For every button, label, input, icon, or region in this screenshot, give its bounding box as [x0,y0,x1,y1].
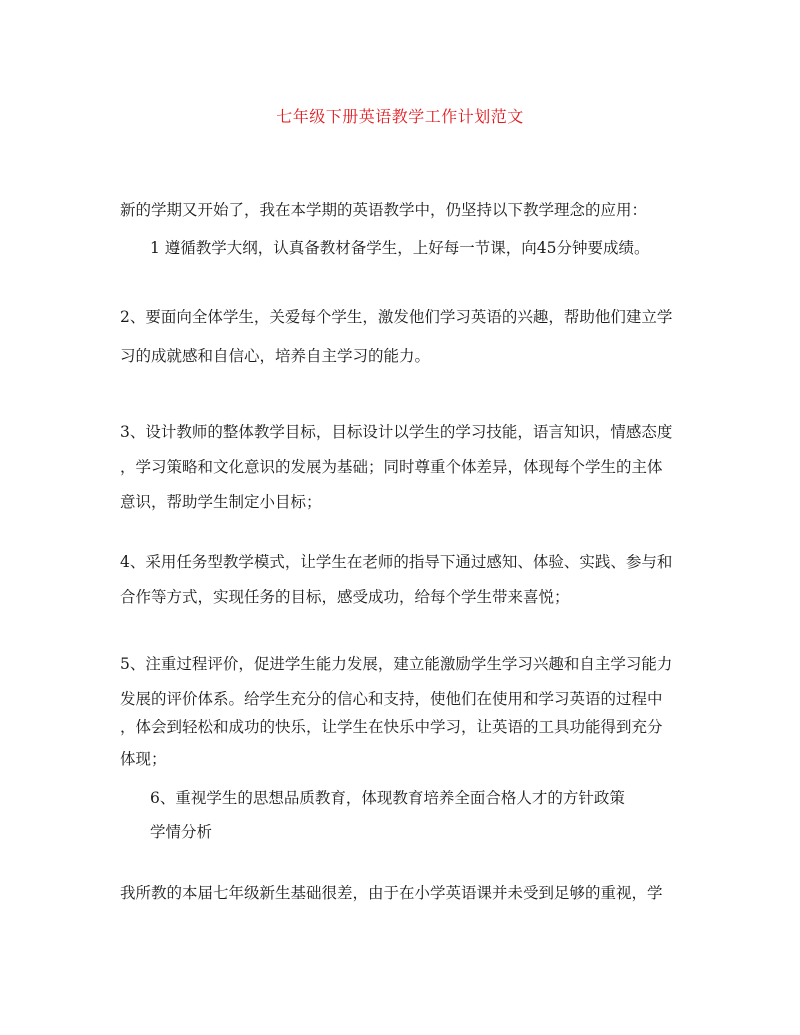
document-title: 七年级下册英语教学工作计划范文 [276,107,524,126]
text-line-intro: 新的学期又开始了，我在本学期的英语教学中，仍坚持以下教学理念的应用： [120,201,648,219]
text-line-item-3c: 意识，帮助学生制定小目标； [120,493,322,511]
section-heading-learning-analysis: 学情分析 [150,823,213,841]
text-line-analysis: 我所教的本届七年级新生基础很差，由于在小学英语课并未受到足够的重视，学 [120,884,663,902]
text-line-item-5a: 5、注重过程评价，促进学生能力发展，建立能激励学生学习兴趣和自主学习能力 [120,655,673,673]
text-line-item-2b: 习的成就感和自信心，培养自主学习的能力。 [120,347,431,365]
text-line-item-5b: 发展的评价体系。给学生充分的信心和支持，使他们在使用和学习英语的过程中 [120,690,663,708]
text-line-item-3a: 3、设计教师的整体教学目标，目标设计以学生的学习技能，语言知识，情感态度 [120,423,673,441]
text-line-item-4a: 4、采用任务型教学模式，让学生在老师的指导下通过感知、体验、实践、参与和 [120,553,673,571]
text-line-item-4b: 合作等方式，实现任务的目标，感受成功，给每个学生带来喜悦； [120,588,570,606]
text-line-item-3b: ，学习策略和文化意识的发展为基础；同时尊重个体差异，体现每个学生的主体 [120,458,663,476]
text-line-item-5d: 体现； [120,750,167,768]
text-line-item-2a: 2、要面向全体学生，关爱每个学生，激发他们学习英语的兴趣，帮助他们建立学 [120,308,673,326]
text-line-item-1: 1 遵循教学大纲，认真备教材备学生，上好每一节课，向45分钟要成绩。 [150,239,650,257]
text-line-item-5c: ，体会到轻松和成功的快乐，让学生在快乐中学习，让英语的工具功能得到充分 [120,718,663,736]
text-line-item-6: 6、重视学生的思想品质教育，体现教育培养全面合格人才的方针政策 [150,789,625,807]
